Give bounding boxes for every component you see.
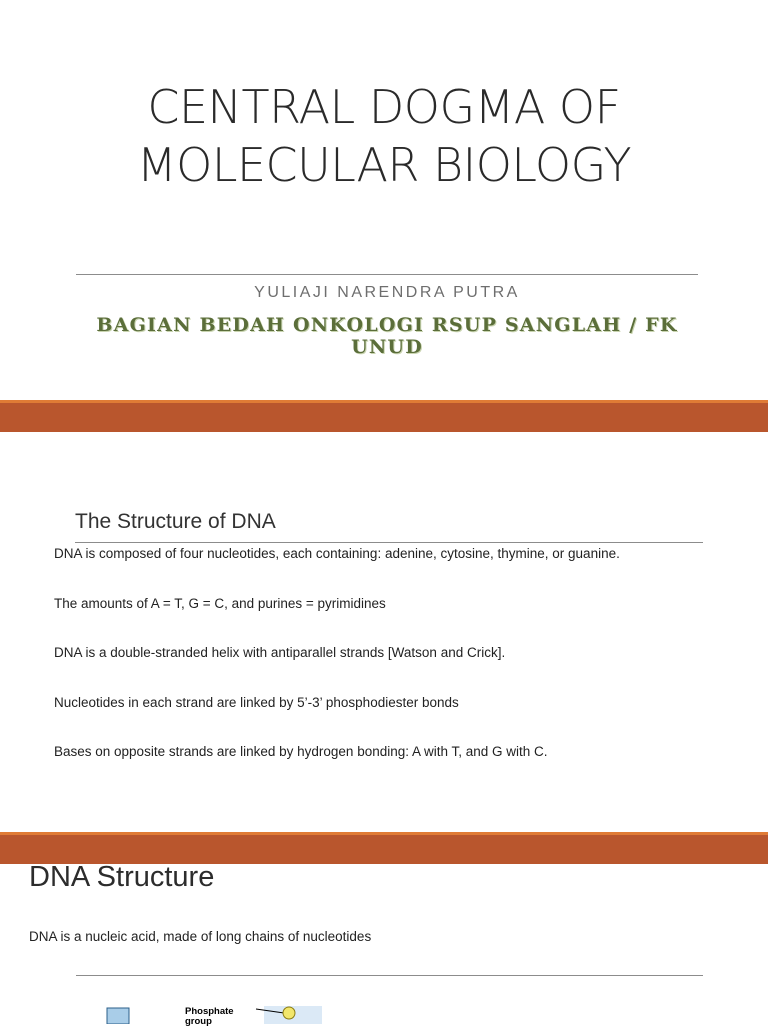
divider xyxy=(75,542,703,543)
department-name: BAGIAN BEDAH ONKOLOGI RSUP SANGLAH / FK UNUD xyxy=(96,314,678,358)
bullet-item: Nucleotides in each strand are linked by 5’-3’ phosphodiester bonds xyxy=(54,694,459,710)
author-name: YULIAJI NARENDRA PUTRA xyxy=(254,284,520,301)
sugar-block-icon xyxy=(107,1008,129,1024)
slide-separator xyxy=(0,832,768,864)
bullet-list xyxy=(54,545,744,793)
nucleotide-figure xyxy=(0,994,768,1024)
bullet-item: DNA is composed of four nucleotides, each containing: adenine, cytosine, thymine, or guanine. xyxy=(54,546,620,561)
divider xyxy=(76,975,703,976)
slide-separator xyxy=(0,400,768,432)
bullet-item: Bases on opposite strands are linked by hydrogen bonding: A with T, and G with C. xyxy=(54,744,548,759)
dna-nucleotide-slide xyxy=(0,861,768,1027)
bullet-item: The amounts of A = T, G = C, and purines = pyrimidines xyxy=(54,595,386,611)
bullet-item: DNA is a double-stranded helix with antiparallel strands [Watson and Crick]. xyxy=(54,645,506,660)
slide-text: DNA is a nucleic acid, made of long chains of nucleotides xyxy=(29,929,372,944)
divider xyxy=(76,274,698,275)
figure-label: Phosphate group xyxy=(185,1006,234,1027)
slide-heading: DNA Structure xyxy=(29,861,215,893)
dna-structure-slide xyxy=(0,432,768,832)
title-slide xyxy=(0,0,768,400)
slide-title: CENTRAL DOGMA OF MOLECULAR BIOLOGY xyxy=(136,80,632,192)
phosphate-icon xyxy=(283,1007,295,1019)
slide-heading: The Structure of DNA xyxy=(75,510,276,533)
